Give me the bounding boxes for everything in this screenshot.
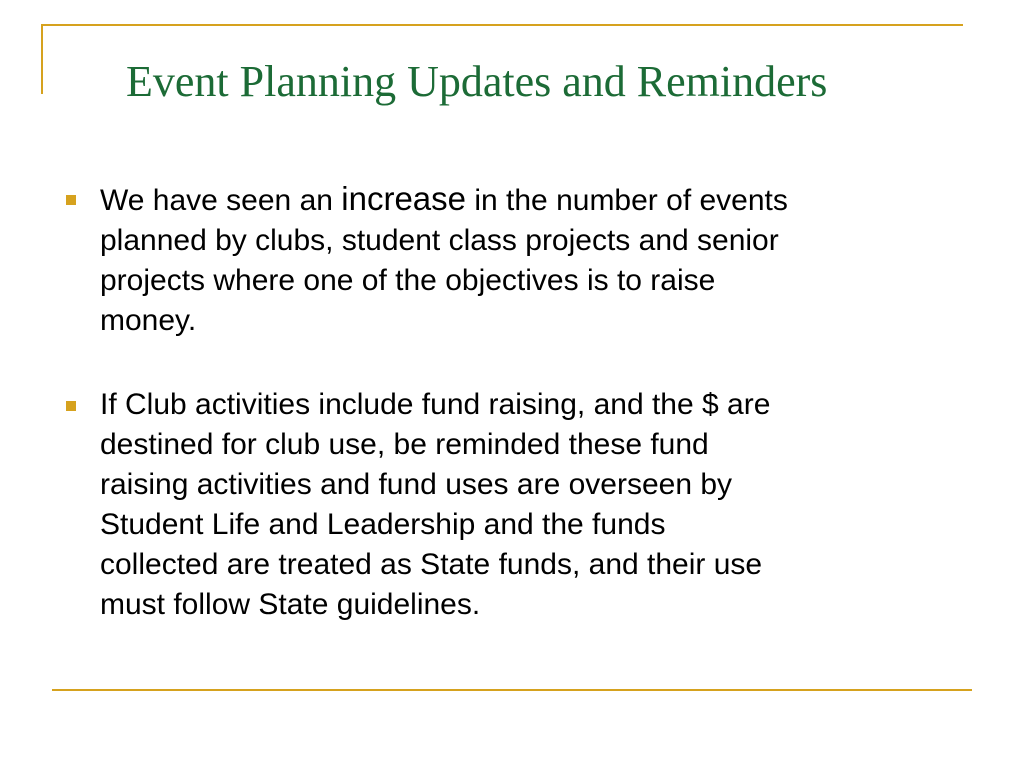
bullet-line: If Club activities include fund raising, and the $ are — [100, 388, 771, 421]
bullet-line: collected are treated as State funds, and their use — [100, 548, 763, 581]
emphasized-word: increase — [341, 180, 467, 217]
decorative-top-rule — [41, 24, 963, 26]
slide-title: Event Planning Updates and Reminders — [126, 57, 828, 106]
square-bullet-icon — [66, 195, 76, 205]
bullet-item — [60, 385, 960, 625]
bullet-list — [60, 179, 960, 625]
bullet-line: Student Life and Leadership and the funds — [100, 508, 666, 541]
bullet-line: planned by clubs, student class projects and senior — [100, 224, 779, 257]
decorative-left-rule — [41, 24, 43, 94]
bullet-line — [100, 179, 960, 221]
bullet-line: projects where one of the objectives is to raise — [100, 264, 716, 297]
bullet-line: money. — [100, 304, 197, 337]
bullet-text-segment: in the number of events — [466, 184, 788, 217]
bullet-line: must follow State guidelines. — [100, 588, 481, 621]
decorative-bottom-rule — [52, 689, 972, 691]
bullet-text-segment: We have seen an — [100, 184, 342, 217]
bullet-line: raising activities and fund uses are overseen by — [100, 468, 733, 501]
square-bullet-icon — [66, 401, 76, 411]
bullet-line: destined for club use, be reminded these fund — [100, 428, 709, 461]
bullet-item — [60, 179, 960, 341]
